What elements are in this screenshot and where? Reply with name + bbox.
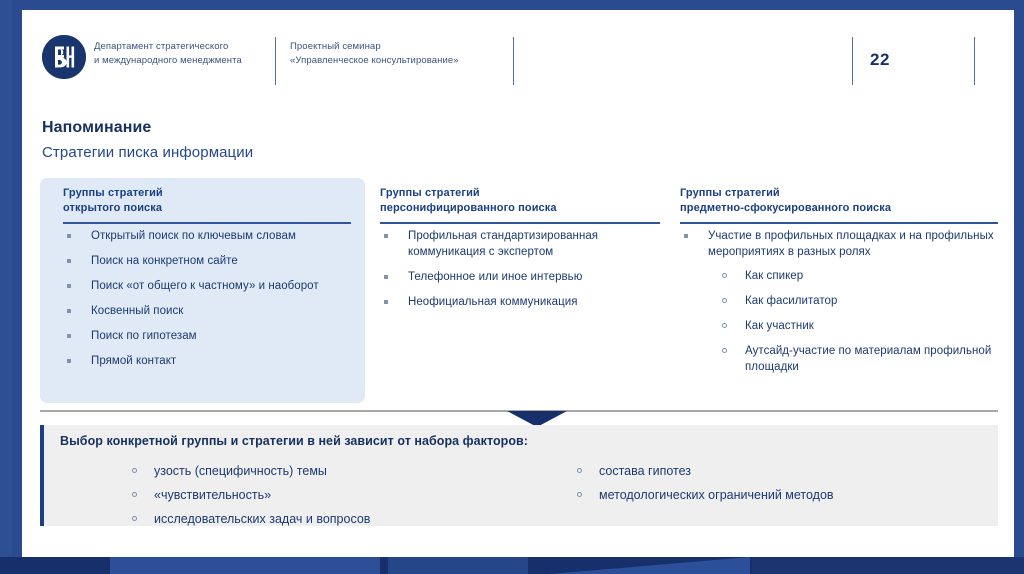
list-item (120, 486, 550, 504)
list-item (63, 303, 359, 319)
square-bullet-icon (67, 234, 71, 238)
circle-bullet-icon (722, 323, 727, 328)
list-item-label: узость (специфичность) темы (154, 464, 327, 478)
list-item (120, 510, 550, 528)
circle-bullet-icon (722, 273, 727, 278)
circle-bullet-icon (132, 516, 137, 521)
list-item (380, 228, 670, 260)
band-segment (110, 557, 380, 574)
square-bullet-icon (67, 309, 71, 313)
header-divider-4 (974, 37, 975, 85)
column-rule (63, 222, 351, 224)
list-item (63, 253, 359, 269)
list-item (63, 278, 359, 294)
list-item-label: состава гипотез (599, 464, 692, 478)
list-item (380, 269, 670, 285)
sub-list-item-label: Как спикер (745, 270, 804, 282)
conclusion-panel-lead: Выбор конкретной группы и стратегии в ней зависит от набора факторов: (60, 434, 528, 448)
circle-bullet-icon (722, 348, 727, 353)
department-name (94, 40, 284, 68)
list-item (63, 328, 359, 344)
strategy-column-personified-search (380, 178, 680, 403)
column-heading (63, 186, 163, 216)
circle-bullet-icon (132, 492, 137, 497)
seminar-name-line2: «Управленческое консультирование» (290, 55, 459, 66)
seminar-name (290, 40, 505, 68)
sub-list-item-label: Как участник (745, 320, 814, 332)
list-item-label: «чувствительность» (154, 488, 272, 502)
page-subtitle: Стратегии писка информации (42, 144, 254, 161)
list-item (63, 353, 359, 369)
list-item-label: Неофициальная коммуникация (408, 296, 578, 308)
column-heading-line2: открытого поиска (63, 202, 163, 214)
sub-list-item-label: Аутсайд-участие по материалам профильной площадки (745, 345, 992, 373)
department-name-line2: и международного менеджмента (94, 55, 242, 66)
column-heading-line1: Группы стратегий (63, 187, 163, 199)
list-item-label: Поиск «от общего к частному» и наоборот (91, 280, 319, 292)
list-item-label: Профильная стандартизированная коммуникация с экспертом (408, 230, 599, 258)
list-item (565, 462, 985, 480)
header-divider-1 (275, 37, 276, 85)
list-item-label: Открытый поиск по ключевым словам (91, 230, 296, 242)
slide-canvas (22, 10, 1014, 557)
strategy-columns (22, 178, 1014, 403)
list-item-label: Поиск по гипотезам (91, 330, 197, 342)
circle-bullet-icon (132, 468, 137, 473)
column-rule (380, 222, 660, 224)
square-bullet-icon (384, 234, 388, 238)
sub-list-item (708, 268, 998, 284)
seminar-name-line1: Проектный семинар (290, 41, 381, 52)
department-name-line1: Департамент стратегического (94, 41, 229, 52)
list-item-label: Поиск на конкретном сайте (91, 255, 238, 267)
page-number: 22 (870, 50, 890, 69)
strategy-column-open-search (40, 178, 365, 403)
list-item (63, 228, 359, 244)
column-heading-line2: предметно-сфокусированного поиска (680, 202, 892, 214)
strategy-list (380, 228, 670, 319)
conclusion-panel-accent (40, 425, 44, 526)
column-heading-line2: персонифицированного поиска (380, 202, 557, 214)
square-bullet-icon (67, 284, 71, 288)
factor-list-left (120, 462, 550, 534)
circle-bullet-icon (577, 468, 582, 473)
band-segment (388, 557, 528, 574)
column-heading (380, 186, 557, 216)
square-bullet-icon (384, 275, 388, 279)
header-divider-3 (852, 37, 853, 85)
list-item-label: Телефонное или иное интервью (408, 271, 583, 283)
column-heading (680, 186, 891, 216)
circle-bullet-icon (577, 492, 582, 497)
slide-bottom-decoration (0, 557, 1024, 574)
hse-monogram-logo-icon (42, 35, 86, 79)
strategy-sublist (708, 268, 998, 375)
sub-list-item (708, 343, 998, 375)
strategy-column-subject-focused-search (680, 178, 998, 403)
square-bullet-icon (67, 359, 71, 363)
slide-left-accent-bar (0, 0, 12, 574)
strategy-list (63, 228, 359, 378)
list-item-label: Участие в профильных площадках и на профильных мероприятиях в разных ролях (708, 230, 994, 258)
list-item-label: методологических ограничений методов (599, 488, 834, 502)
list-item (120, 462, 550, 480)
band-segment (752, 557, 1024, 574)
band-segment (500, 557, 750, 574)
strategy-list (680, 228, 998, 384)
header-divider-2 (513, 37, 514, 85)
column-heading-line1: Группы стратегий (680, 187, 780, 199)
column-rule (680, 222, 998, 224)
sub-list-item (708, 318, 998, 334)
slide-header (22, 10, 1014, 102)
list-item-label: Прямой контакт (91, 355, 177, 367)
list-item-label: Косвенный поиск (91, 305, 184, 317)
column-heading-line1: Группы стратегий (380, 187, 480, 199)
sub-list-item (708, 293, 998, 309)
square-bullet-icon (67, 259, 71, 263)
square-bullet-icon (67, 334, 71, 338)
list-item (680, 228, 998, 375)
factor-list-right (565, 462, 985, 510)
list-item-label: исследовательских задач и вопросов (154, 512, 371, 526)
list-item (565, 486, 985, 504)
sub-list-item-label: Как фасилитатор (745, 295, 838, 307)
list-item (380, 294, 670, 310)
page-title: Напоминание (42, 119, 152, 136)
square-bullet-icon (684, 234, 688, 238)
circle-bullet-icon (722, 298, 727, 303)
square-bullet-icon (384, 300, 388, 304)
